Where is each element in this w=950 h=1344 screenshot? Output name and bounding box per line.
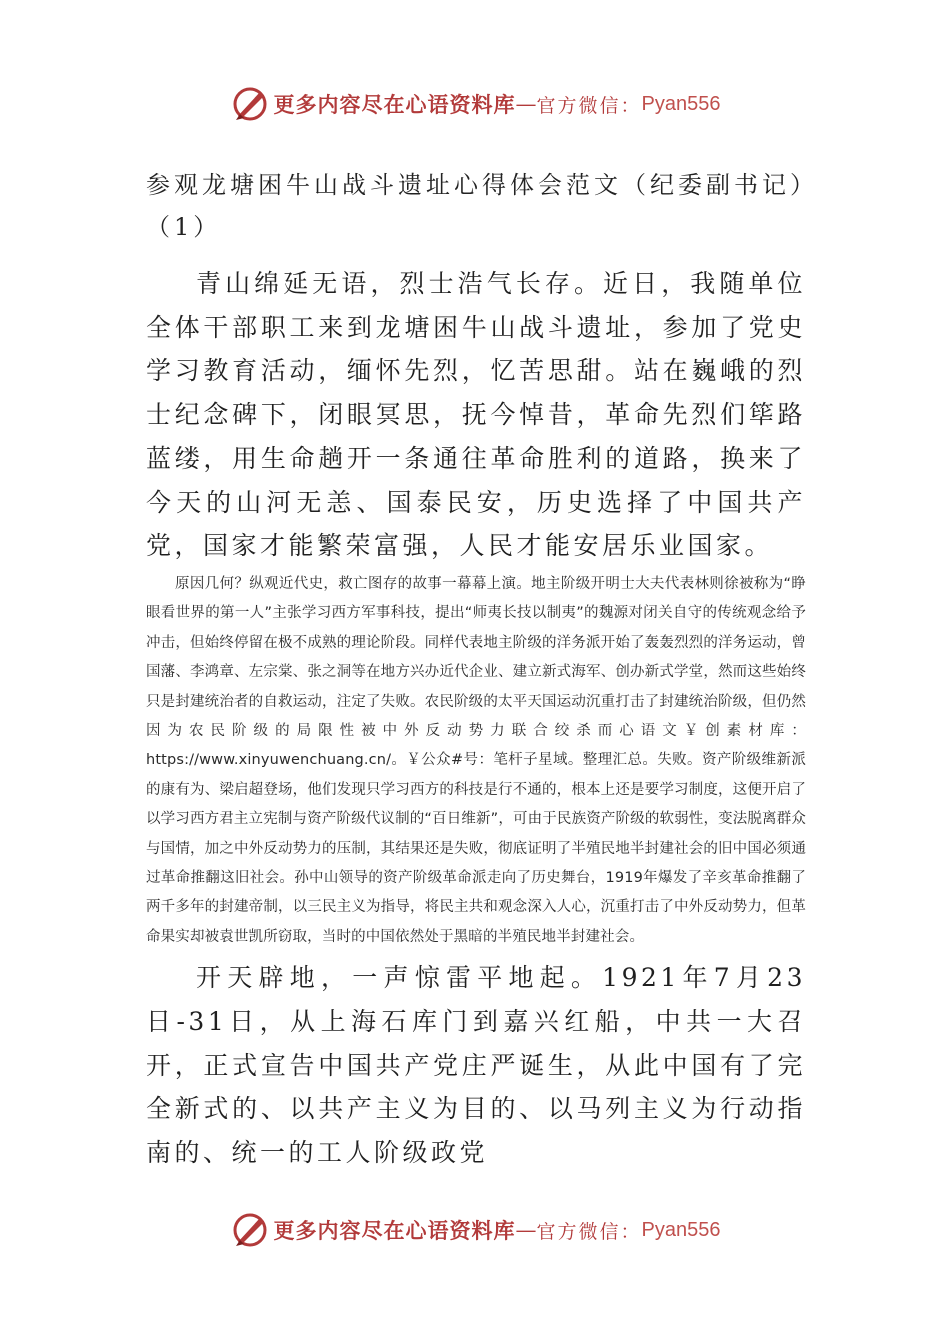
banner-wechat-label: 官方微信：	[536, 94, 642, 117]
paragraph-1: 青山绵延无语，烈士浩气长存。近日，我随单位全体干部职工来到龙塘困牛山战斗遗址，参加了党史学习教育活动，缅怀先烈，忆苦思甜。站在巍峨的烈士纪念碑下，闭眼冥思，抚今悼昔，革命先烈们筚路蓝缕，用生命趟开一条通往革命胜利的道路，换来了今天的山河无恙、国泰民安，历史选择了中国共产党，国家才能繁荣富强，人民才能安居乐业国家。	[146, 269, 806, 561]
banner-wechat-label: 官方微信：	[536, 1220, 642, 1243]
document-body	[146, 164, 806, 1175]
document-title: 参观龙塘困牛山战斗遗址心得体会范文（纪委副书记）（1）	[146, 171, 806, 241]
paragraph-2: 原因几何？纵观近代史，救亡图存的故事一幕幕上演。地主阶级开明士大夫代表林则徐被称为“睁眼看世界的第一人”主张学习西方军事科技，提出“师夷长技以制夷”的魏源对闭关自守的传统观念给予冲击，但始终停留在极不成熟的理论阶段。同样代表地主阶级的洋务派开始了轰轰烈烈的洋务运动，曾国藩、李鸿章、左宗棠、张之洞等在地方兴办近代企业、建立新式海军、创办新式学堂，然而这些始终只是封建统治者的自救运动，注定了失败。农民阶级的太平天国运动沉重打击了封建统治阶级，但仍然因为农民阶级的局限性被中外反动势力联合绞杀而心语文￥创素材库：https://www.xinyuwenchuang.cn/。￥公众#号：笔杆子星域。整理汇总。失败。资产阶级维新派的康有为、梁启超登场，他们发现只学习西方的科技是行不通的，根本上还是要学习制度，这便开启了以学习西方君主立宪制与资产阶级代议制的“百日维新”，可由于民族资产阶级的软弱性，变法脱离群众与国情，加之中外反动势力的压制，其结果还是失败，彻底证明了半殖民地半封建社会的旧中国必须通过革命推翻这旧社会。孙中山领导的资产阶级革命派走向了历史舞台，1919年爆发了辛亥革命推翻了两千多年的封建帝制，以三民主义为指导，将民主共和观念深入人心，沉重打击了中外反动势力，但革命果实却被袁世凯所窃取，当时的中国依然处于黑暗的半殖民地半封建社会。	[146, 575, 806, 945]
banner-wechat-id: Pyan556	[641, 1218, 721, 1241]
header-banner	[0, 82, 950, 126]
pen-logo-icon	[230, 1210, 270, 1250]
banner-text: 更多内容尽在心语资料库	[273, 92, 516, 117]
pen-logo-icon	[230, 84, 270, 124]
paragraph-3: 开天辟地，一声惊雷平地起。1921年7月23日-31日，从上海石库门到嘉兴红船，中共一大召开，正式宣告中国共产党庄严诞生，从此中国有了完全新式的、以共产主义为目的、以马列主义为行动指南的、统一的工人阶级政党	[146, 963, 806, 1168]
banner-wechat-id: Pyan556	[641, 92, 721, 115]
banner-dash: —	[515, 1218, 537, 1242]
footer-banner	[0, 1208, 950, 1252]
banner-dash: —	[515, 92, 537, 116]
banner-text: 更多内容尽在心语资料库	[273, 1218, 516, 1243]
